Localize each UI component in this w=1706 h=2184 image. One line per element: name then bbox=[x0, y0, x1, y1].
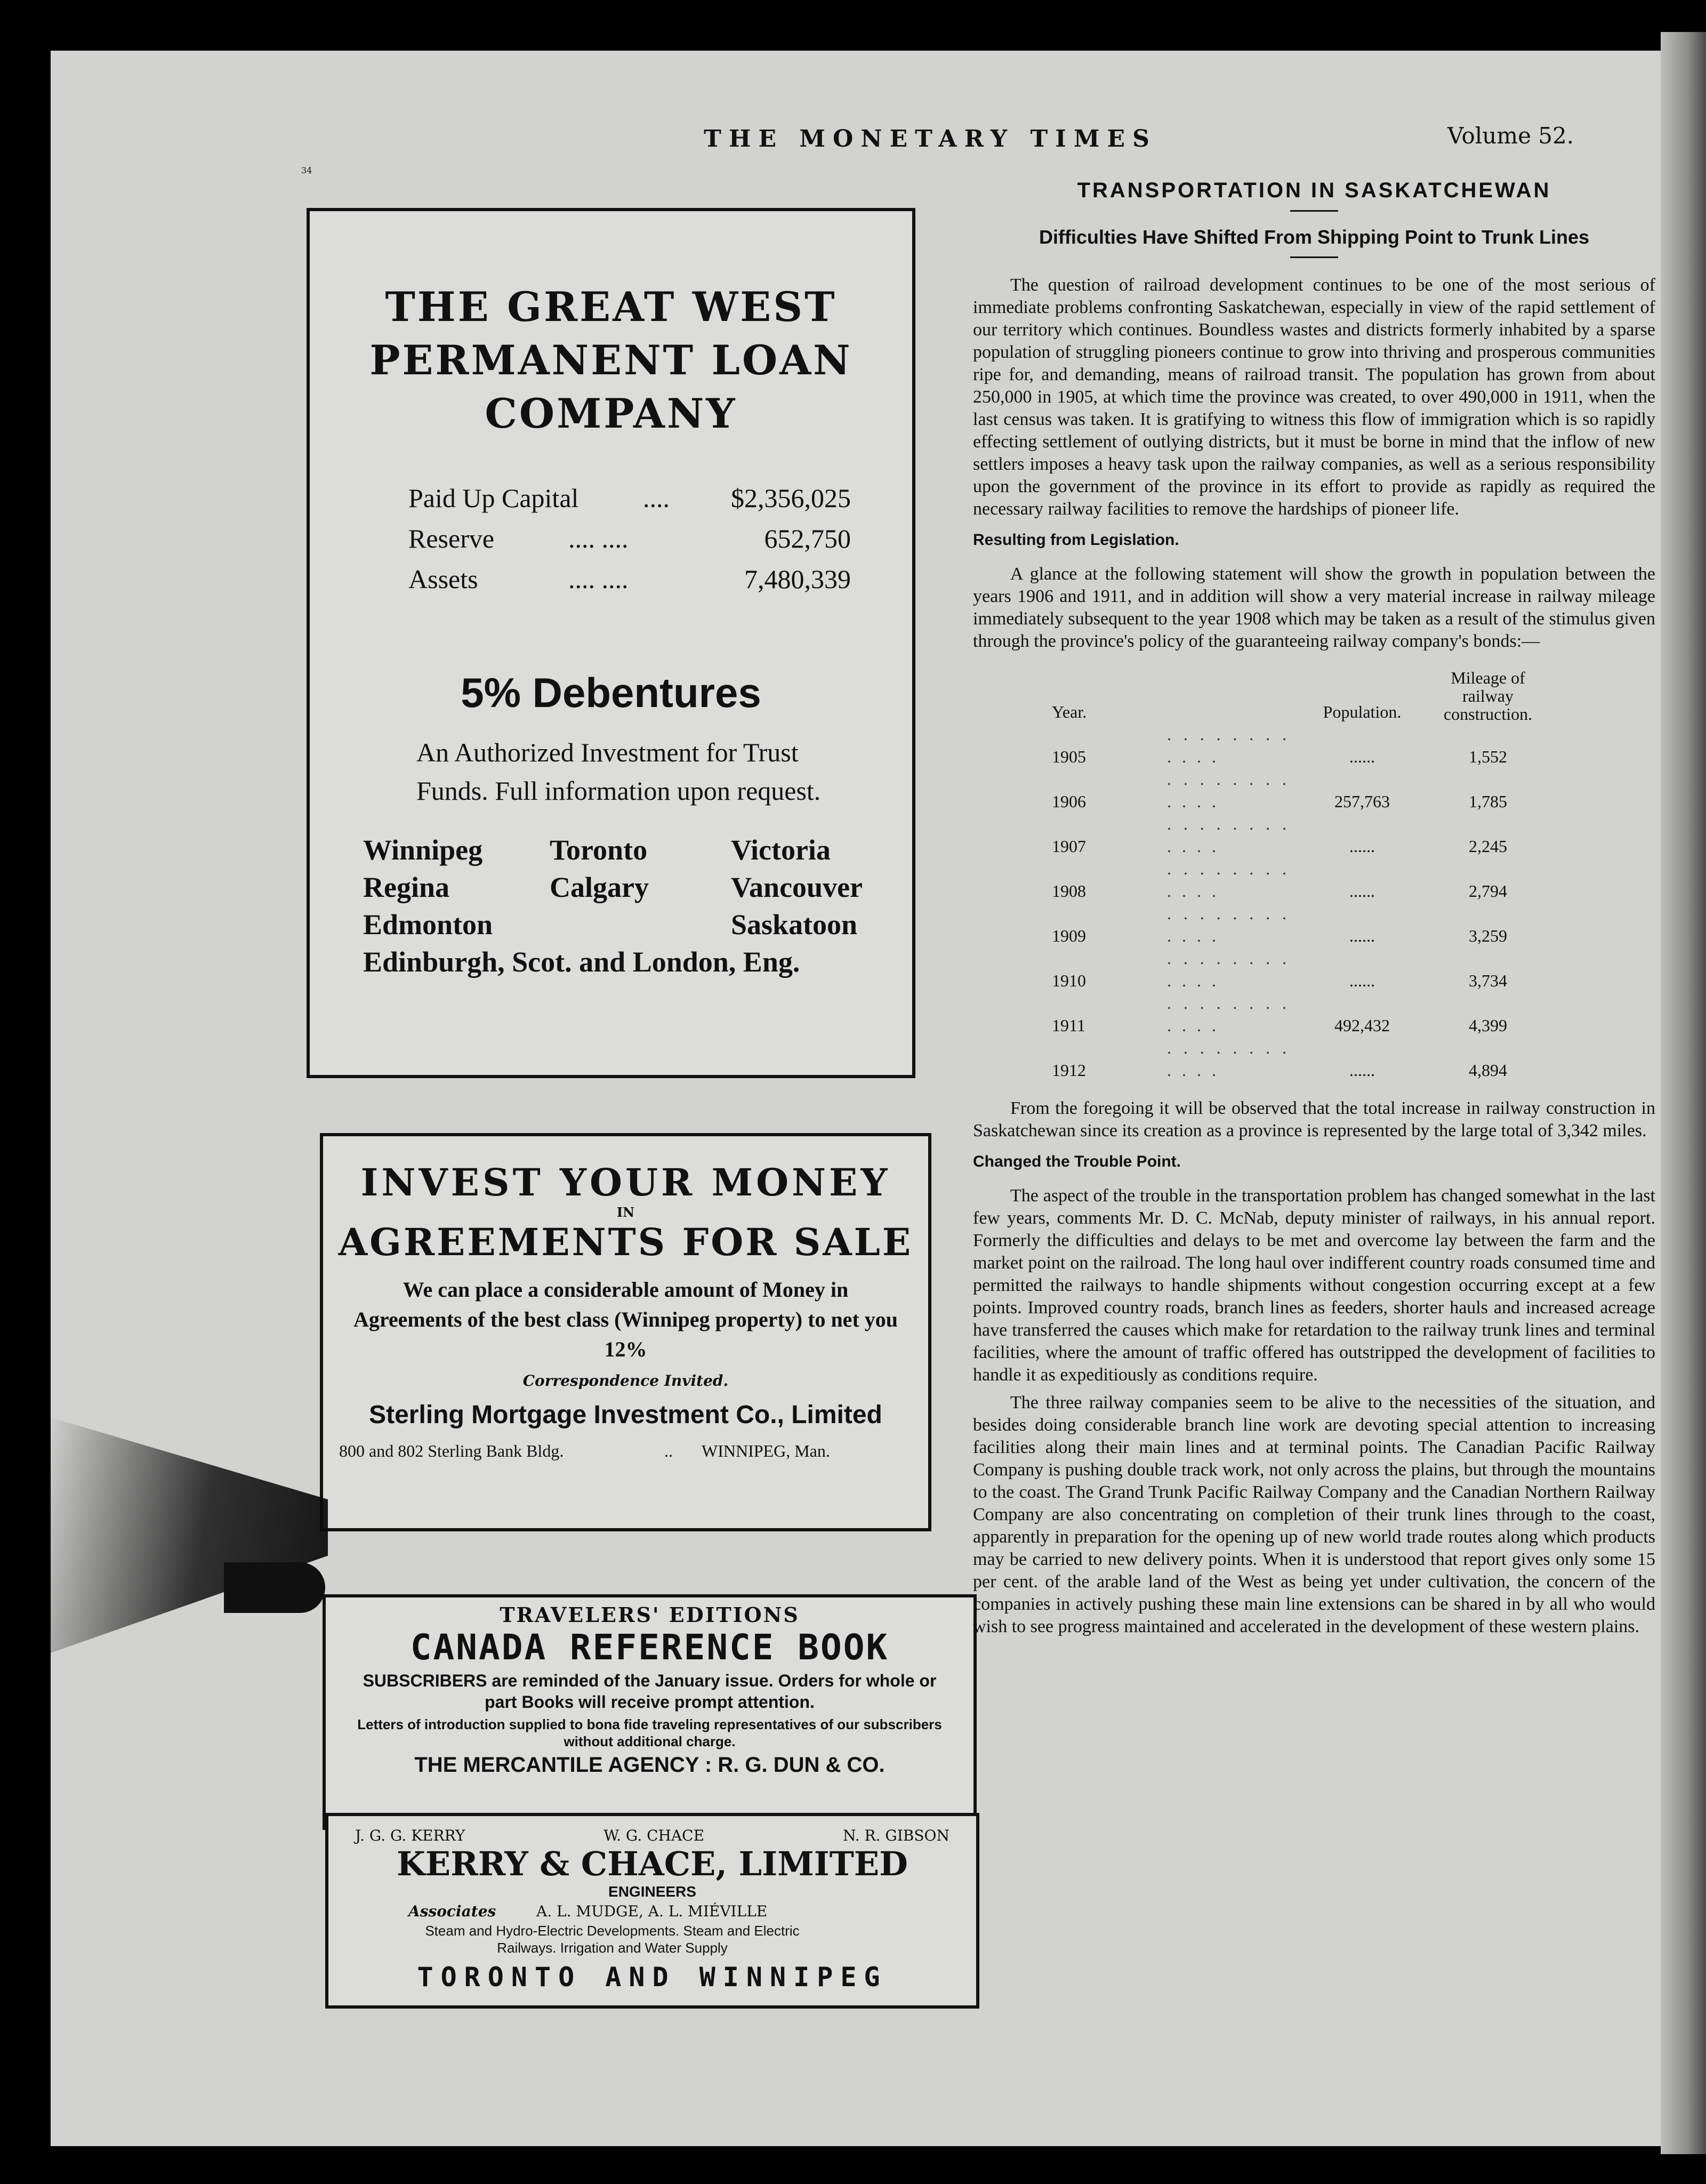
city-row bbox=[363, 831, 912, 869]
financial-dots: .... .... bbox=[568, 524, 629, 553]
table-row bbox=[1048, 902, 1546, 947]
cell-year: 1908 bbox=[1052, 881, 1086, 901]
cell-year: 1905 bbox=[1052, 747, 1086, 766]
financial-value: 7,480,339 bbox=[744, 564, 851, 594]
city: Saskatoon bbox=[731, 909, 858, 941]
financial-label: Paid Up Capital bbox=[408, 483, 579, 513]
article-body bbox=[973, 274, 1655, 1638]
cell-pop: 492,432 bbox=[1334, 1016, 1390, 1035]
cell-pop: ...... bbox=[1349, 971, 1375, 990]
cell-pop: ...... bbox=[1349, 1061, 1375, 1080]
city-row bbox=[363, 906, 912, 943]
great-west-title-line: COMPANY bbox=[485, 390, 737, 437]
table-row bbox=[1048, 947, 1546, 992]
great-west-title-line: THE GREAT WEST bbox=[385, 283, 837, 331]
debentures-heading: 5% Debentures bbox=[461, 669, 761, 716]
financial-row bbox=[408, 478, 851, 518]
city: Winnipeg bbox=[363, 834, 483, 866]
city: Vancouver bbox=[731, 871, 863, 903]
canada-reference-ad bbox=[323, 1594, 977, 1830]
cell-mile: 2,794 bbox=[1469, 881, 1507, 901]
city: Victoria bbox=[731, 834, 831, 866]
financial-dots: .... bbox=[643, 483, 670, 513]
table-row bbox=[1048, 1037, 1546, 1081]
table-row bbox=[1048, 723, 1546, 768]
city bbox=[550, 906, 731, 943]
cell-mile: 4,894 bbox=[1469, 1061, 1507, 1080]
table-row bbox=[1048, 768, 1546, 813]
canada-agency: THE MERCANTILE AGENCY : R. G. DUN & CO. bbox=[414, 1753, 885, 1777]
cell-pop: 257,763 bbox=[1334, 792, 1390, 811]
cell-dots: . . . . . . . . . . . . bbox=[1167, 769, 1290, 811]
cell-year: 1910 bbox=[1052, 971, 1086, 990]
article-title: TRANSPORTATION IN SASKATCHEWAN bbox=[1077, 179, 1551, 202]
great-west-title bbox=[310, 280, 912, 440]
kerry-engineers: ENGINEERS bbox=[608, 1883, 696, 1900]
cell-year: 1911 bbox=[1052, 1016, 1085, 1035]
great-west-ad bbox=[307, 208, 915, 1078]
city: Calgary bbox=[550, 871, 649, 903]
invest-address-dots: .. bbox=[664, 1441, 673, 1460]
cell-mile: 4,399 bbox=[1469, 1016, 1507, 1035]
invest-address bbox=[339, 1441, 912, 1461]
invest-ad bbox=[320, 1133, 931, 1531]
cell-pop: ...... bbox=[1349, 881, 1375, 901]
cell-dots: . . . . . . . . . . . . bbox=[1167, 904, 1290, 945]
statistics-table bbox=[1048, 669, 1546, 1081]
article-paragraph: The question of railroad development continues to be one of the most serious of immediate problems confronting Saskatchewan, especially in view of the rapid settlement of our territory which continues. Boundless wastes and districts formerly inhabited by a sparse population of struggling pioneers continue to grow into thriving and prosperous communities ripe for, and demanding, means of railroad transit. The population has grown from about 250,000 in 1905, at which time the province was created, to over 490,000 in 1911, when the last census was taken. It is gratifying to witness this flow of immigration which is so rapidly effecting settlement of outlying districts, but it must be borne in mind that the inflow of new settlers imposes a heavy task upon the railway companies, as well as a serious responsibility upon the government of the province in its effort to provide as rapidly as required the necessary railway facilities to remove the hardships of pioneer life. bbox=[973, 275, 1655, 519]
kerry-services: Steam and Hydro-Electric Developments. Steam and Electric Railways. Irrigation and Water Supply bbox=[425, 1923, 800, 1956]
finger-shadow bbox=[224, 1562, 325, 1613]
kerry-name: N. R. GIBSON bbox=[842, 1827, 949, 1844]
canada-line2: Letters of introduction supplied to bona fide traveling representatives of our subscribers without additional charge. bbox=[357, 1716, 942, 1749]
article bbox=[973, 179, 1655, 1643]
cell-mile: 3,259 bbox=[1469, 926, 1507, 945]
financial-value: 652,750 bbox=[764, 524, 851, 553]
kerry-cities: TORONTO AND WINNIPEG bbox=[417, 1962, 888, 1993]
cell-mile: 1,552 bbox=[1469, 747, 1507, 766]
cell-mile: 3,734 bbox=[1469, 971, 1507, 990]
kerry-associates-label: Associates bbox=[408, 1902, 496, 1920]
financial-value: $2,356,025 bbox=[731, 483, 851, 513]
kerry-associates: A. L. MUDGE, A. L. MIÉVILLE bbox=[536, 1902, 768, 1920]
section-heading: Changed the Trouble Point. bbox=[973, 1153, 1181, 1170]
cell-dots: . . . . . . . . . . . . bbox=[1167, 725, 1290, 766]
kerry-name: W. G. CHACE bbox=[603, 1827, 705, 1844]
financial-dots: .... .... bbox=[568, 564, 629, 594]
col-header-population: Population. bbox=[1323, 702, 1402, 721]
book-spine bbox=[1661, 32, 1706, 2154]
cell-dots: . . . . . . . . . . . . bbox=[1167, 814, 1290, 856]
invest-body: We can place a considerable amount of Money in Agreements of the best class (Winnipeg property) to net you 12% bbox=[353, 1278, 898, 1361]
article-paragraph: The aspect of the trouble in the transportation problem has changed somewhat in the last few years, comments Mr. D. C. McNab, deputy minister of railways, in his annual report. Formerly the difficulties and delays to be met and overcome lay between the farm and the market point on the railroad. The long haul over indifferent country roads consumed time and permitted the railways to handle shipments without congestion occurring except at a few points. Improved country roads, branch lines as feeders, shorter hauls and increased acreage have transferred the causes which make for retardation to the railway trunk lines and terminal facilities, where the amount of traffic offered has outstripped the development of facilities to handle it as expeditiously as conditions require. bbox=[973, 1186, 1655, 1385]
table-header-row bbox=[1048, 669, 1546, 723]
section-heading: Resulting from Legislation. bbox=[973, 531, 1179, 549]
canada-top: TRAVELERS' EDITIONS bbox=[500, 1603, 800, 1627]
page-number: 34 bbox=[301, 165, 312, 175]
subtitle-rule bbox=[1290, 256, 1338, 258]
table-row bbox=[1048, 857, 1546, 902]
cell-year: 1907 bbox=[1052, 837, 1086, 856]
invest-address-right: WINNIPEG, Man. bbox=[702, 1441, 830, 1460]
cell-dots: . . . . . . . . . . . . bbox=[1167, 1038, 1290, 1080]
cell-mile: 1,785 bbox=[1469, 792, 1507, 811]
cell-pop: ...... bbox=[1349, 747, 1375, 766]
financial-label: Assets bbox=[408, 564, 478, 594]
cell-pop: ...... bbox=[1349, 837, 1375, 856]
article-subtitle: Difficulties Have Shifted From Shipping Point to Trunk Lines bbox=[1039, 226, 1590, 248]
table-row bbox=[1048, 992, 1546, 1037]
canada-line1: SUBSCRIBERS are reminded of the January issue. Orders for whole or part Books will receive prompt attention. bbox=[363, 1671, 937, 1712]
cell-pop: ...... bbox=[1349, 926, 1375, 945]
city-last-line: Edinburgh, Scot. and London, Eng. bbox=[363, 946, 800, 978]
kerry-firm: KERRY & CHACE, LIMITED bbox=[397, 1844, 908, 1883]
cell-year: 1912 bbox=[1052, 1061, 1086, 1080]
cell-dots: . . . . . . . . . . . . bbox=[1167, 859, 1290, 901]
city: Toronto bbox=[550, 834, 648, 866]
debentures-description: An Authorized Investment for Trust Funds. Full information upon request. bbox=[416, 737, 821, 806]
financial-row bbox=[408, 559, 851, 599]
magazine-page bbox=[51, 51, 1661, 2146]
col-header-year: Year. bbox=[1052, 702, 1087, 721]
article-paragraph: From the foregoing it will be observed that the total increase in railway construction in Saskatchewan since its creation as a province is represented by the large total of 3,342 miles. bbox=[973, 1098, 1655, 1141]
invest-correspondence: Correspondence Invited. bbox=[522, 1372, 729, 1390]
financial-label: Reserve bbox=[408, 524, 495, 553]
kerry-associates-row bbox=[408, 1902, 976, 1920]
invest-line2: AGREEMENTS FOR SALE bbox=[338, 1220, 913, 1264]
city-row bbox=[363, 869, 912, 906]
invest-company: Sterling Mortgage Investment Co., Limited bbox=[369, 1401, 882, 1429]
cell-dots: . . . . . . . . . . . . bbox=[1167, 993, 1290, 1035]
invest-address-left: 800 and 802 Sterling Bank Bldg. bbox=[339, 1441, 564, 1460]
city: Edmonton bbox=[363, 909, 493, 941]
invest-in: IN bbox=[616, 1205, 635, 1220]
canada-title: CANADA REFERENCE BOOK bbox=[410, 1627, 889, 1668]
col-header-mileage: Mileage of railway construction. bbox=[1443, 668, 1533, 724]
city: Regina bbox=[363, 871, 449, 903]
running-head: THE MONETARY TIMES bbox=[704, 125, 1157, 152]
financials bbox=[408, 478, 851, 599]
financial-row bbox=[408, 518, 851, 559]
table-row bbox=[1048, 813, 1546, 857]
cell-year: 1909 bbox=[1052, 926, 1086, 945]
great-west-title-line: PERMANENT LOAN bbox=[369, 336, 852, 384]
kerry-name: J. G. G. KERRY bbox=[355, 1827, 465, 1844]
volume-label: Volume 52. bbox=[1447, 123, 1574, 149]
cell-mile: 2,245 bbox=[1469, 837, 1507, 856]
cell-dots: . . . . . . . . . . . . bbox=[1167, 949, 1290, 990]
cell-year: 1906 bbox=[1052, 792, 1086, 811]
article-paragraph: A glance at the following statement will show the growth in population between the years 1906 and 1911, and in addition will show a very material increase in railway mileage immediately subsequent to the year 1908 which may be taken as a result of the stimulus given through the province's policy of the guaranteeing railway company's bonds:— bbox=[973, 564, 1655, 651]
kerry-chace-ad bbox=[325, 1813, 979, 2009]
kerry-names bbox=[355, 1827, 949, 1844]
city-list bbox=[363, 831, 912, 981]
article-paragraph: The three railway companies seem to be alive to the necessities of the situation, and besides doing considerable branch line work are devoting special attention to increasing facilities along their main lines and at terminal points. The Canadian Pacific Railway Company is pushing double track work, not only across the plains, but through the mountains to the coast. The Grand Trunk Pacific Railway Company and the Canadian Northern Railway Company are also concentrating on completion of their trunk lines through to the coast, apparently in preparation for the opening up of new world trade routes along which products may be carried to new delivery points. When it is understood that report gives only some 15 per cent. of the arable land of the West as being yet under cultivation, the concern of the companies in actively pushing these main line extensions can be shared in by all who would wish to see progress maintained and accelerated in the development of these western plains. bbox=[973, 1393, 1655, 1636]
title-rule bbox=[1290, 210, 1338, 212]
invest-line1: INVEST YOUR MONEY bbox=[360, 1160, 891, 1205]
